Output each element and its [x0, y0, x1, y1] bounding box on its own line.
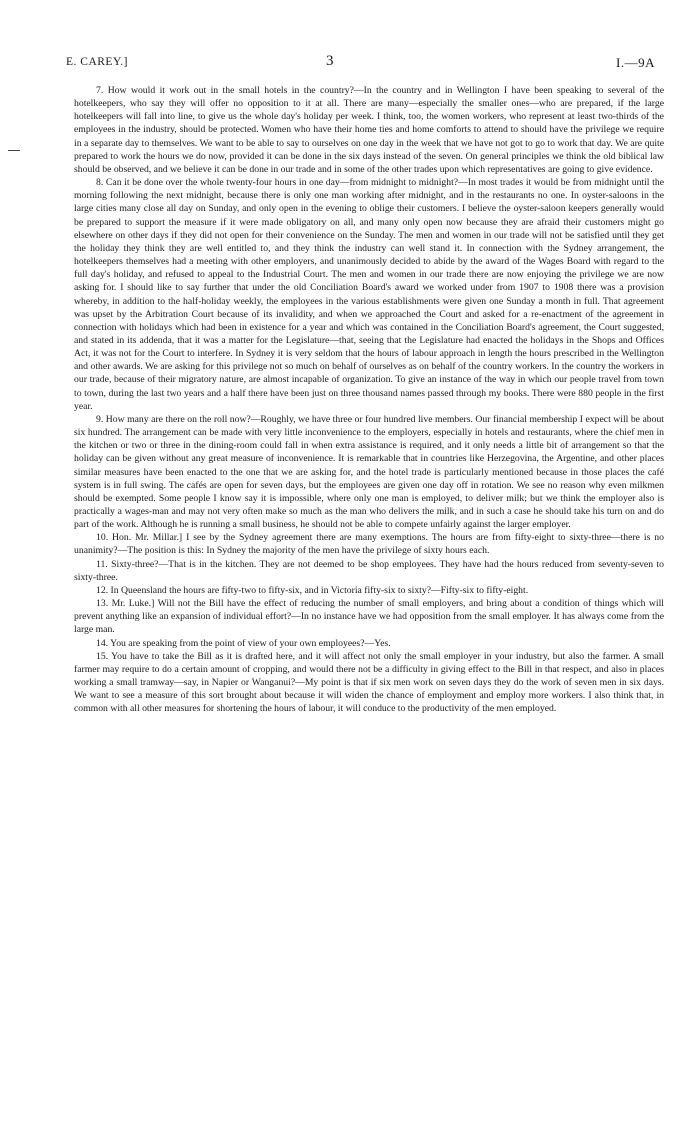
- margin-mark: [8, 150, 20, 151]
- paragraph-13: 13. Mr. Luke.] Will not the Bill have the effect of reducing the number of small employers, and bring about a condition of things which will prevent anything like an expansion of individual effort?—In no instance have we had opposition from the small employer. It has always come from the large man.: [74, 598, 664, 636]
- header-witness-name: E. CAREY.]: [66, 56, 128, 68]
- page-number: 3: [326, 53, 334, 69]
- body-text: [74, 84, 664, 716]
- paragraph-9: 9. How many are there on the roll now?—Roughly, we have three or four hundred live members. Our financial membership I expect will be about six hundred. The arrangement can be made with very little inconvenience to the employers, especially in hotels and restaurants, where the chief men in the kitchen or two or three in the dining-room could fall in when extra assistance is required, and it only needs a little bit of arrangement so that the holiday can be given without any great measure of inconvenience. It is remarkable that in countries like Herzegovina, the Argentine, and other places similar measures have been enacted to the one that we are asking for, and the hotel trade is particularly mentioned because in those places the café system is in full swing. The cafés are open for seven days, but the employees are given one day off in rotation. We see no reason why even milkmen should be exempted. Some people I know say it is impossible, where only one man is employed, to deliver milk; but we think the employer also is practically a wages-man and may not very often make so much as the man who delivers the milk, and in such a case he should take his turn on and do part of the work. Although he is running a small business, he should not be able to compete unfairly against the larger employer.: [74, 413, 664, 531]
- paragraph-12: 12. In Queensland the hours are fifty-two to fifty-six, and in Victoria fifty-six to sixty?—Fifty-six to fifty-eight.: [96, 584, 529, 596]
- paragraph-10: 10. Hon. Mr. Millar.] I see by the Sydney agreement there are many exemptions. The hours are from fifty-eight to sixty-three—there is no unanimity?—The position is this: In Sydney the majority of the men have the privilege of sixty hours each.: [74, 532, 664, 557]
- paragraph-15: 15. You have to take the Bill as it is drafted here, and it will affect not only the small employer in your industry, but also the farmer. A small farmer may require to do a certain amount of cropping, and would there not be a difficulty in giving effect to the Bill in that respect, and also in places working a small tramway—say, in Napier or Wanganui?—My point is that if six men work on seven days they do the work of seven men in six days. We want to see a measure of this sort brought about because it will widen the chance of employment and employ more workers. I also think that, in common with all other measures for shortening the hours of labour, it will conduce to the productivity of the men employed.: [74, 650, 664, 715]
- paragraph-14: 14. You are speaking from the point of view of your own employees?—Yes.: [96, 637, 391, 649]
- paragraph-11: 11. Sixty-three?—That is in the kitchen. They are not deemed to be shop employees. They have had the hours reduced from seventy-seven to sixty-three.: [74, 558, 664, 583]
- paper-reference: I.—9A: [616, 55, 655, 70]
- paragraph-8: 8. Can it be done over the whole twenty-four hours in one day—from midnight to midnight?—In most trades it would be from midnight until the morning following the next midnight, because there is only one man working after midnight, and in the restaurants no one. In oyster-saloons in the large cities many close all day on Sunday, and only open in the evening to oblige their customers. I believe the oyster-saloon keepers generally would be prepared to support the measure if it were made obligatory on all, and many only open now because they are afraid their customers might go elsewhere on other days if they did not open for their convenience on the Sunday. The men and women in our trade will not be satisfied until they get the holiday they think they are well entitled to, and they think the industry can well stand it. In connection with the Sydney arrangement, the hotelkeepers themselves had a meeting with other employers, and unanimously decided to abide by the award of the Wages Board with regard to the full day's holiday, and refused to appeal to the Industrial Court. The men and women in our trade there are now enjoying the privilege we are now asking for. I should like to say further that under the old Conciliation Board's award we worked under from 1907 to 1908 there was a provision whereby, in addition to the half-holiday weekly, the employees in the various establishments were given one Sunday a month in full. That agreement was upset by the Arbitration Court because of its invalidity, and when we approached the Court and asked for a re-enactment of the agreement in connection with holidays which had been in existence for a year and which was contained in the Conciliation Board's agreement, the Court suggested, and stated in its addenda, that it was a matter for the Legislature—that, seeing that the Legislature had enacted the holidays in the Shops and Offices Act, it was not for the Court to interfere. In Sydney it is very seldom that the hours of labour approach in length the hours prescribed in the Wellington and other awards. We are asking for this privilege not so much on behalf of ourselves as on behalf of the country workers. In the country the workers in our trade, because of their migratory nature, are almost incapable of organization. To give an instance of the way in which our people travel from town to town, during the last two years and a half there have been just on three thousand names passed through my books. There were 880 people in the first year.: [74, 177, 664, 412]
- paragraph-7: 7. How would it work out in the small hotels in the country?—In the country and in Wellington I have been speaking to several of the hotelkeepers, who say they will offer no opposition to it at all. There are many—especially the smaller ones—who are prepared, if the large hotelkeepers will fall into line, to give us the whole day's holiday per week. I think, too, the women workers, who represent at least two-thirds of the employees in the industry, should be protected. Women who have their home ties and home comforts to attend to should have the privilege we require in a separate day to themselves. We want to be able to say to ourselves on one day in the week that we have not got to go to work that day. We are quite prepared to work the hours we do now, provided it can be done in the six days instead of the seven. On general principles we think the old biblical law should be observed, and we believe it can be done in our trade and in some of the other trades upon which representatives are going to give evidence.: [74, 85, 664, 175]
